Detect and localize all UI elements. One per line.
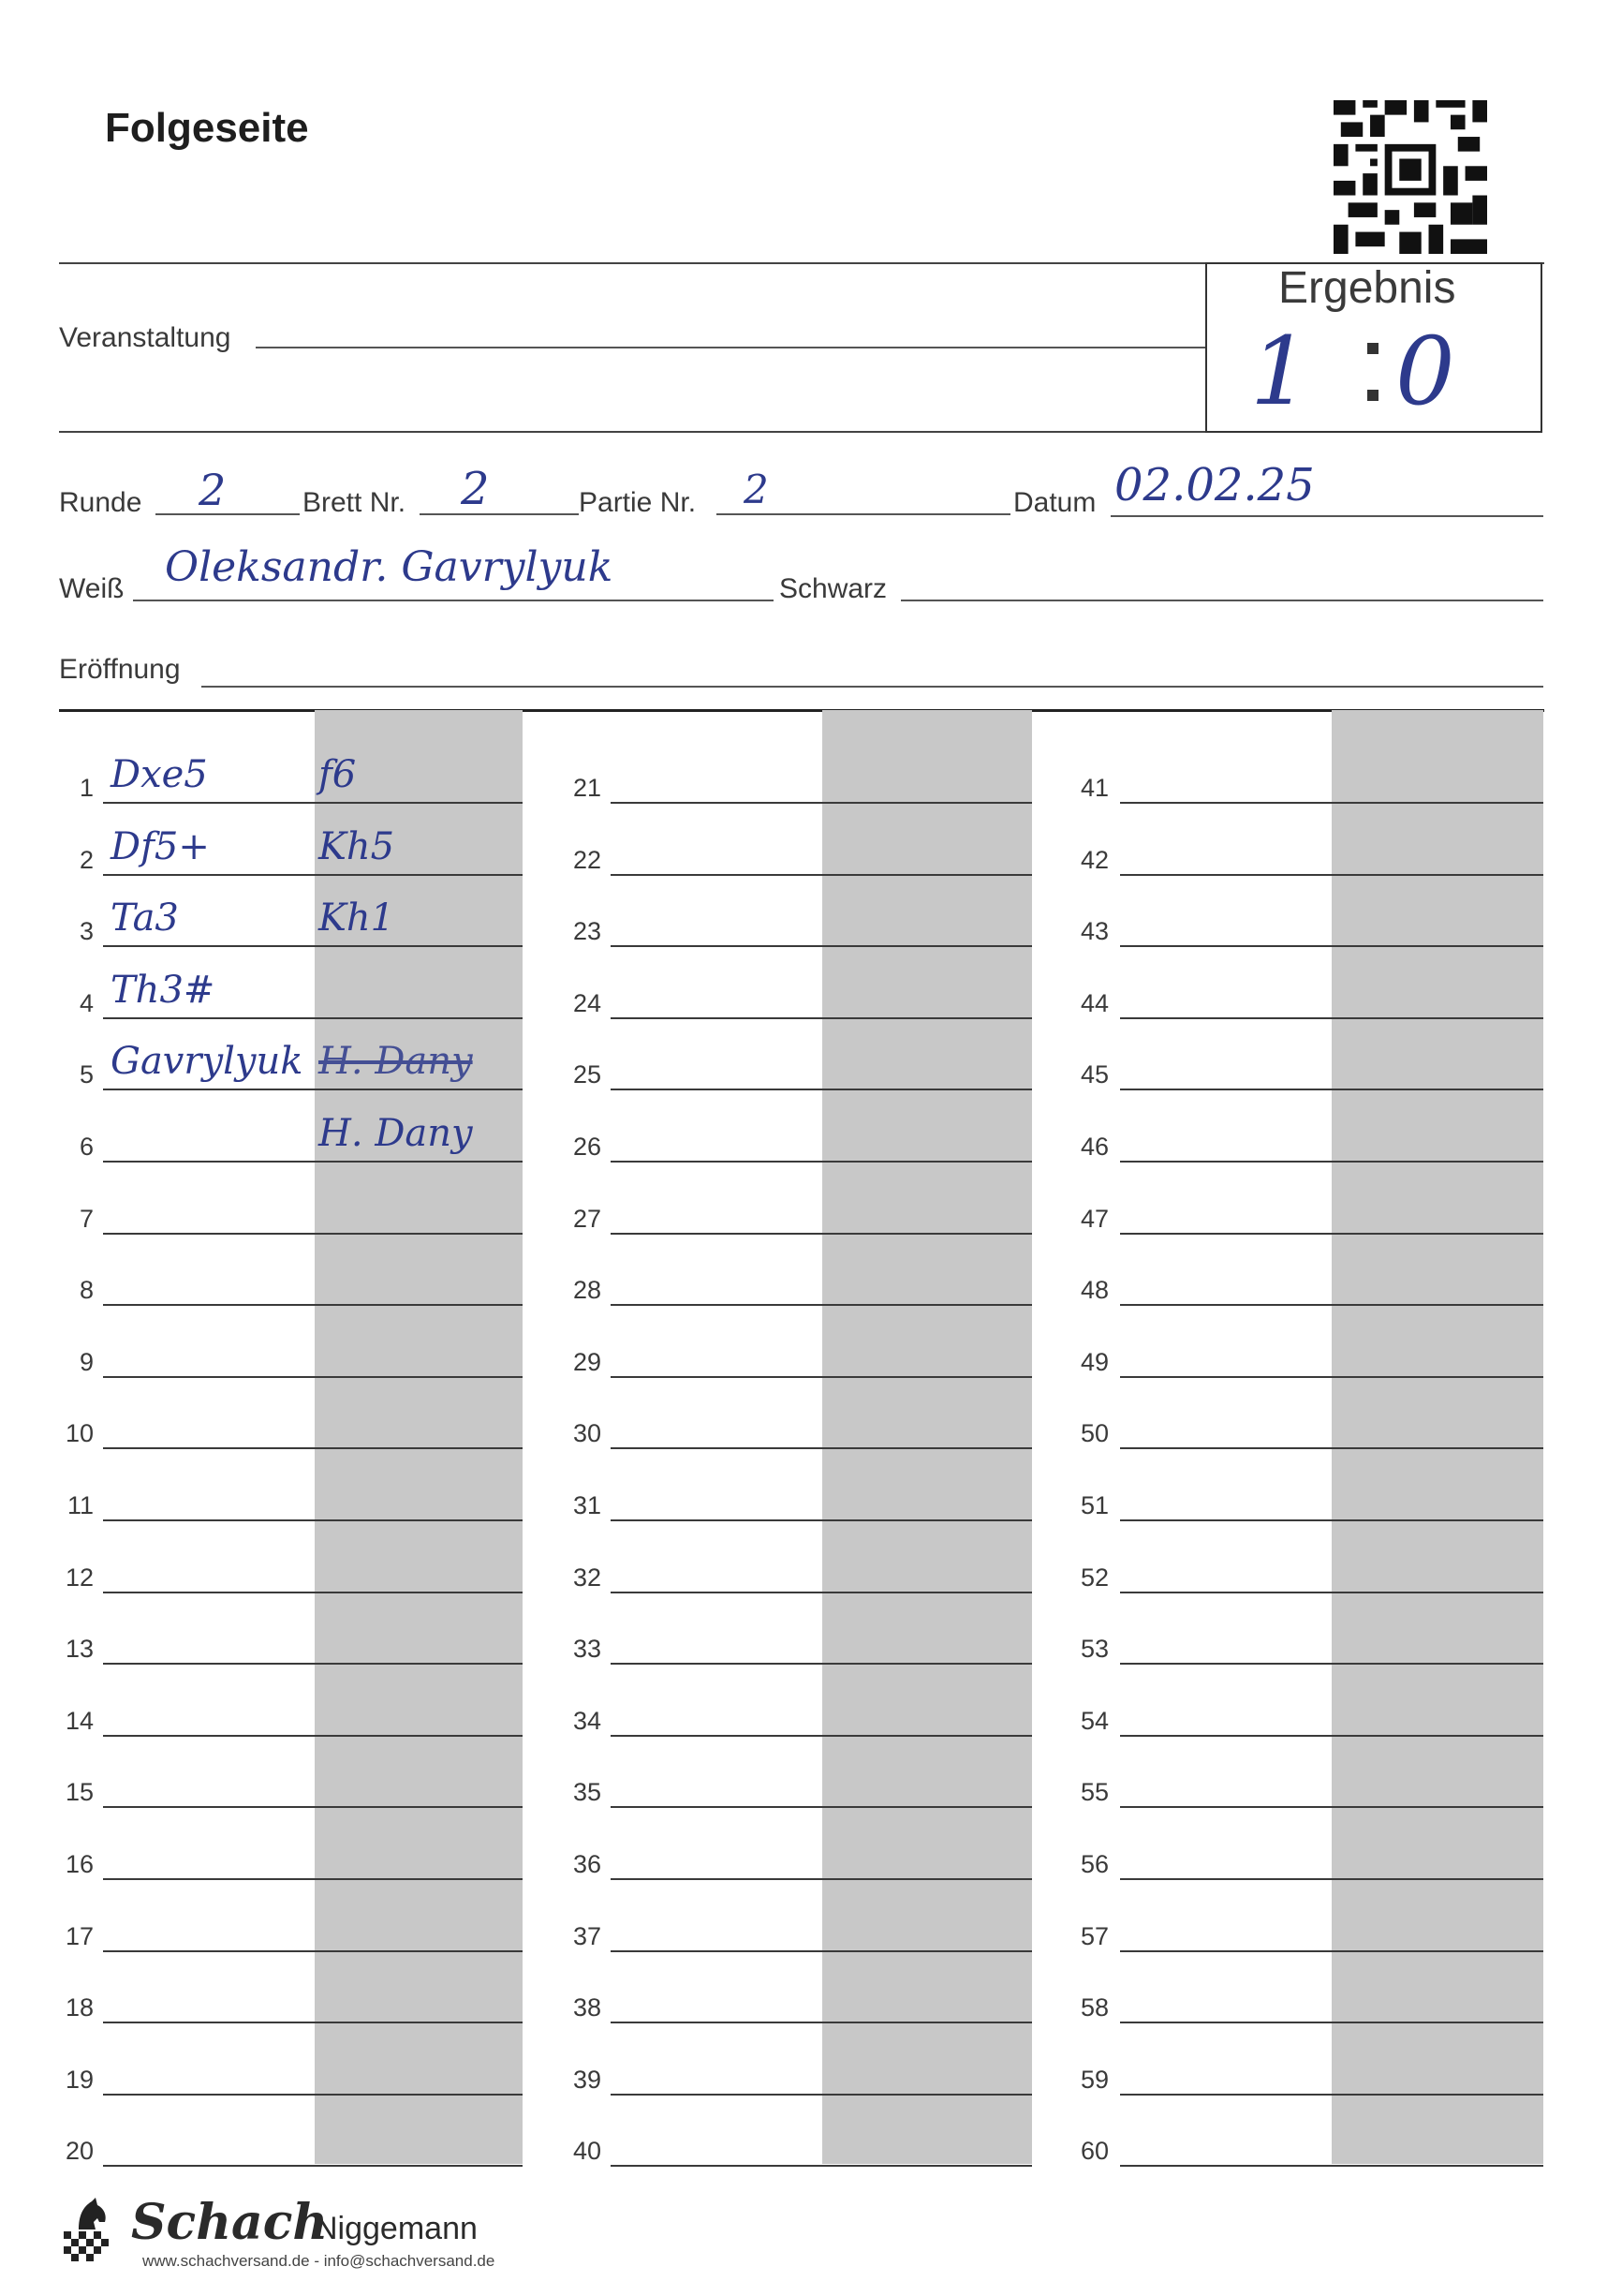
white-move-text: Th3# xyxy=(111,968,215,1012)
move-number: 52 xyxy=(1080,1563,1109,1592)
move-number: 35 xyxy=(572,1778,601,1807)
move-number: 1 xyxy=(79,774,94,802)
move-number: 44 xyxy=(1080,988,1109,1017)
chess-knight-logo-icon xyxy=(58,2194,120,2265)
move-row-line[interactable] xyxy=(611,802,1032,804)
move-number: 15 xyxy=(65,1778,94,1807)
event-label: Veranstaltung xyxy=(59,322,231,353)
black-move-text: H. Dany xyxy=(318,1112,473,1155)
move-number: 57 xyxy=(1080,1921,1109,1950)
black-column-shade-3 xyxy=(1332,710,1543,2164)
move-number: 43 xyxy=(1080,917,1109,946)
round-value: 2 xyxy=(199,465,227,515)
move-row-line[interactable] xyxy=(1120,1376,1543,1378)
move-row-line[interactable] xyxy=(611,2022,1032,2023)
result-white-score: 1 xyxy=(1250,317,1310,426)
move-number: 41 xyxy=(1080,774,1109,802)
move-row-line[interactable] xyxy=(1120,945,1543,947)
move-row-line[interactable] xyxy=(611,1878,1032,1880)
move-row-line[interactable] xyxy=(611,1592,1032,1593)
move-number: 38 xyxy=(572,1993,601,2022)
move-number: 31 xyxy=(572,1491,601,1519)
move-row-line[interactable] xyxy=(611,2094,1032,2096)
move-number: 54 xyxy=(1080,1706,1109,1735)
brand-contact: www.schachversand.de - info@schachversand.de xyxy=(142,2252,495,2270)
move-row-line[interactable] xyxy=(611,2165,1032,2167)
move-number: 26 xyxy=(572,1133,601,1161)
date-label: Datum xyxy=(1013,487,1097,518)
date-value: 02.02.25 xyxy=(1114,459,1315,511)
move-number: 59 xyxy=(1080,2065,1109,2094)
move-number: 6 xyxy=(79,1133,94,1161)
white-move-text: Gavrylyuk xyxy=(111,1040,303,1084)
white-move-text: Dxe5 xyxy=(111,753,208,796)
white-field[interactable] xyxy=(133,600,774,601)
move-row-line[interactable] xyxy=(611,1447,1032,1449)
black-move-text: f6 xyxy=(318,753,357,796)
move-row-line[interactable] xyxy=(103,1878,523,1880)
move-row-line[interactable] xyxy=(103,874,523,876)
move-row-line[interactable] xyxy=(103,1017,523,1019)
event-bottom-rule xyxy=(59,431,1207,433)
result-label: Ergebnis xyxy=(1278,263,1456,313)
event-field[interactable] xyxy=(256,347,1205,348)
result-colon-top xyxy=(1367,343,1378,354)
move-number: 24 xyxy=(572,988,601,1017)
result-colon-bottom xyxy=(1367,390,1378,401)
move-row-line[interactable] xyxy=(1120,1878,1543,1880)
board-value: 2 xyxy=(461,463,490,515)
move-row-line[interactable] xyxy=(611,1304,1032,1306)
move-row-line[interactable] xyxy=(103,1447,523,1449)
move-row-line[interactable] xyxy=(103,945,523,947)
move-number: 23 xyxy=(572,917,601,946)
move-number: 60 xyxy=(1080,2137,1109,2166)
move-number: 47 xyxy=(1080,1204,1109,1233)
move-number: 33 xyxy=(572,1635,601,1664)
move-number: 45 xyxy=(1080,1060,1109,1089)
move-row-line[interactable] xyxy=(103,2165,523,2167)
move-row-line[interactable] xyxy=(103,1950,523,1952)
move-row-line[interactable] xyxy=(611,1519,1032,1521)
move-number: 58 xyxy=(1080,1993,1109,2022)
move-row-line[interactable] xyxy=(103,1592,523,1593)
move-number: 22 xyxy=(572,845,601,874)
black-move-text: Kh5 xyxy=(318,824,395,868)
move-row-line[interactable] xyxy=(1120,874,1543,876)
move-number: 36 xyxy=(572,1850,601,1878)
move-row-line[interactable] xyxy=(1120,802,1543,804)
move-row-line[interactable] xyxy=(103,802,523,804)
move-number: 55 xyxy=(1080,1778,1109,1807)
game-field[interactable] xyxy=(716,513,1010,515)
move-number: 3 xyxy=(79,917,94,946)
move-row-line[interactable] xyxy=(1120,2165,1543,2167)
move-number: 37 xyxy=(572,1921,601,1950)
move-number: 28 xyxy=(572,1276,601,1305)
black-move-text: H. Dany xyxy=(318,1040,473,1084)
move-number: 13 xyxy=(65,1635,94,1664)
move-number: 18 xyxy=(65,1993,94,2022)
move-number: 34 xyxy=(572,1706,601,1735)
move-number: 12 xyxy=(65,1563,94,1592)
move-row-line[interactable] xyxy=(1120,1089,1543,1090)
black-label: Schwarz xyxy=(779,573,888,604)
opening-field[interactable] xyxy=(201,686,1543,688)
board-label: Brett Nr. xyxy=(302,487,406,518)
move-number: 40 xyxy=(572,2137,601,2166)
white-player-value: Oleksandr. Gavrylyuk xyxy=(165,543,613,591)
move-number: 30 xyxy=(572,1419,601,1448)
move-row-line[interactable] xyxy=(1120,1735,1543,1737)
move-number: 39 xyxy=(572,2065,601,2094)
move-number: 5 xyxy=(79,1060,94,1089)
move-row-line[interactable] xyxy=(103,2094,523,2096)
move-row-line[interactable] xyxy=(103,1089,523,1090)
move-number: 29 xyxy=(572,1347,601,1376)
move-row-line[interactable] xyxy=(611,1161,1032,1163)
move-row-line[interactable] xyxy=(103,1161,523,1163)
move-number: 32 xyxy=(572,1563,601,1592)
move-number: 9 xyxy=(79,1347,94,1376)
move-number: 8 xyxy=(79,1276,94,1305)
move-row-line[interactable] xyxy=(1120,1663,1543,1665)
move-number: 51 xyxy=(1080,1491,1109,1519)
move-row-line[interactable] xyxy=(611,1950,1032,1952)
move-row-line[interactable] xyxy=(611,1089,1032,1090)
brand-logo-script: Schach xyxy=(131,2194,329,2251)
page-title: Folgeseite xyxy=(105,105,309,151)
black-move-text: Kh1 xyxy=(318,896,395,941)
move-number: 14 xyxy=(65,1706,94,1735)
move-number: 17 xyxy=(65,1921,94,1950)
move-row-line[interactable] xyxy=(611,874,1032,876)
opening-label: Eröffnung xyxy=(59,654,181,685)
move-row-line[interactable] xyxy=(611,1806,1032,1808)
move-row-line[interactable] xyxy=(611,1017,1032,1019)
move-row-line[interactable] xyxy=(1120,1017,1543,1019)
white-label: Weiß xyxy=(59,573,125,604)
board-field[interactable] xyxy=(420,513,579,515)
white-move-text: Ta3 xyxy=(111,896,179,941)
round-label: Runde xyxy=(59,487,142,518)
move-row-line[interactable] xyxy=(1120,1950,1543,1952)
move-row-line[interactable] xyxy=(611,945,1032,947)
black-column-shade-2 xyxy=(822,710,1032,2164)
move-row-line[interactable] xyxy=(1120,1161,1543,1163)
move-number: 10 xyxy=(65,1419,94,1448)
move-row-line[interactable] xyxy=(611,1663,1032,1665)
move-row-line[interactable] xyxy=(103,1304,523,1306)
game-label: Partie Nr. xyxy=(579,487,697,518)
black-field[interactable] xyxy=(901,600,1543,601)
qr-code xyxy=(1334,97,1487,257)
move-row-line[interactable] xyxy=(103,2022,523,2023)
move-row-line[interactable] xyxy=(1120,1806,1543,1808)
white-move-text: Df5+ xyxy=(111,824,210,868)
move-row-line[interactable] xyxy=(1120,2094,1543,2096)
move-number: 50 xyxy=(1080,1419,1109,1448)
move-number: 19 xyxy=(65,2065,94,2094)
move-row-line[interactable] xyxy=(611,1735,1032,1737)
move-number: 20 xyxy=(65,2137,94,2166)
move-number: 7 xyxy=(79,1204,94,1233)
move-number: 4 xyxy=(79,988,94,1017)
move-number: 56 xyxy=(1080,1850,1109,1878)
move-number: 46 xyxy=(1080,1133,1109,1161)
move-number: 16 xyxy=(65,1850,94,1878)
move-row-line[interactable] xyxy=(103,1519,523,1521)
move-row-line[interactable] xyxy=(103,1735,523,1737)
move-row-line[interactable] xyxy=(103,1233,523,1235)
move-row-line[interactable] xyxy=(1120,1304,1543,1306)
move-number: 27 xyxy=(572,1204,601,1233)
move-row-line[interactable] xyxy=(611,1376,1032,1378)
move-row-line[interactable] xyxy=(1120,1447,1543,1449)
move-number: 21 xyxy=(572,774,601,802)
move-number: 42 xyxy=(1080,845,1109,874)
move-number: 25 xyxy=(572,1060,601,1089)
move-number: 11 xyxy=(66,1491,94,1519)
move-number: 49 xyxy=(1080,1347,1109,1376)
date-field[interactable] xyxy=(1111,515,1543,517)
move-row-line[interactable] xyxy=(1120,1519,1543,1521)
move-row-line[interactable] xyxy=(103,1663,523,1665)
move-row-line[interactable] xyxy=(103,1806,523,1808)
result-black-score: 0 xyxy=(1395,317,1455,426)
score-table-top-rule xyxy=(59,709,1544,712)
brand-name: Niggemann xyxy=(315,2211,478,2246)
move-row-line[interactable] xyxy=(1120,2022,1543,2023)
move-row-line[interactable] xyxy=(1120,1592,1543,1593)
move-number: 53 xyxy=(1080,1635,1109,1664)
move-row-line[interactable] xyxy=(103,1376,523,1378)
move-row-line[interactable] xyxy=(1120,1233,1543,1235)
move-number: 2 xyxy=(79,845,94,874)
game-value: 2 xyxy=(744,467,769,512)
move-number: 48 xyxy=(1080,1276,1109,1305)
round-field[interactable] xyxy=(155,513,300,515)
move-row-line[interactable] xyxy=(611,1233,1032,1235)
